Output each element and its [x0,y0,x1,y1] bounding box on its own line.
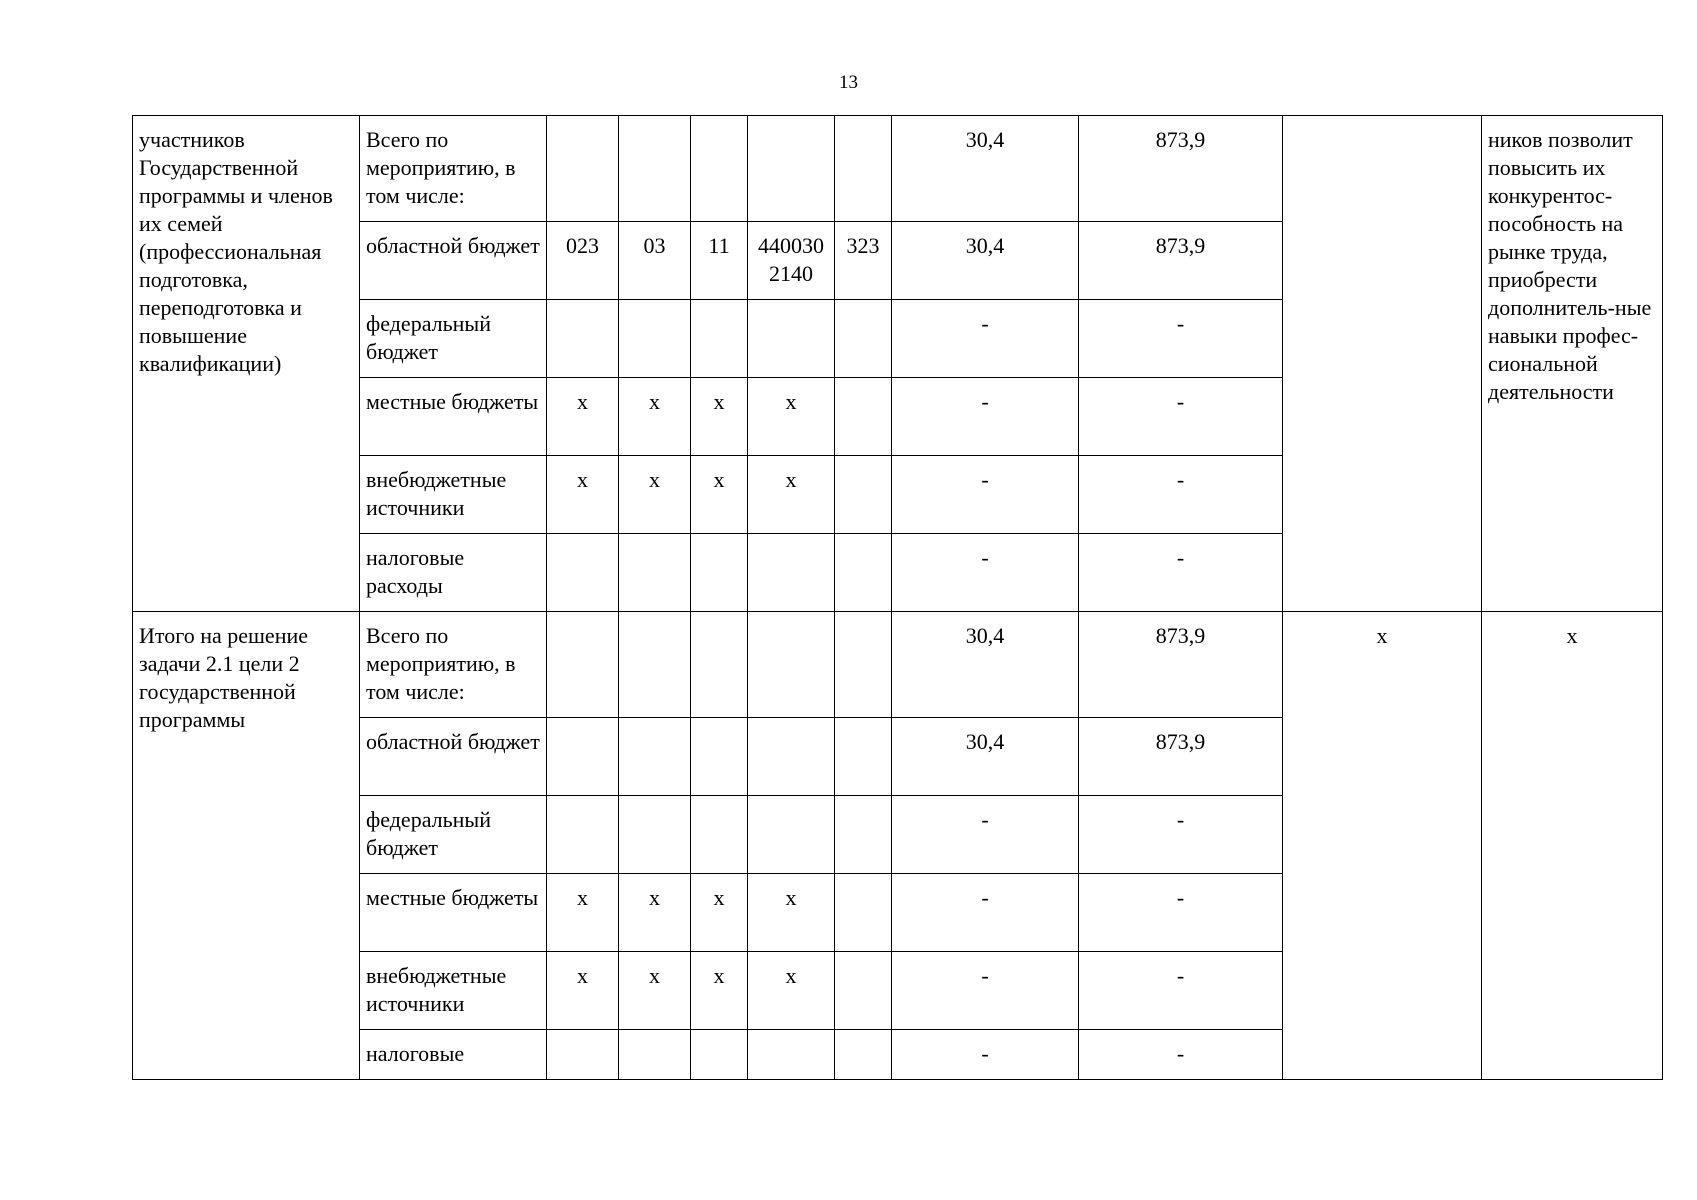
csr-cell [748,796,835,874]
value2-cell: 873,9 [1079,222,1283,300]
total-name-cell: Итого на решение задачи 2.1 цели 2 государственной программы [133,612,360,1080]
rz-cell [619,534,691,612]
vr-cell [835,534,892,612]
grbs-cell [547,300,619,378]
note-cell: х [1482,612,1663,1080]
csr-cell [748,534,835,612]
source-cell: областной бюджет [360,718,547,796]
value1-cell: 30,4 [892,116,1079,222]
grbs-cell [547,1030,619,1080]
csr-cell [748,612,835,718]
value2-cell: - [1079,874,1283,952]
page-number: 13 [839,72,858,93]
vr-cell [835,952,892,1030]
note-cell: ников позволит повысить их конкурентос-пособность на рынке труда, приобрести дополнитель-ные навыки профес-сиональной деятельности [1482,116,1663,612]
rz-cell: х [619,952,691,1030]
grbs-cell: х [547,456,619,534]
pr-cell [691,796,748,874]
value2-cell: 873,9 [1079,718,1283,796]
csr-cell: 4400302140 [748,222,835,300]
pr-cell: х [691,952,748,1030]
rz-cell: х [619,378,691,456]
value2-cell: 873,9 [1079,116,1283,222]
csr-cell: х [748,456,835,534]
source-cell: Всего по мероприятию, в том числе: [360,116,547,222]
grbs-cell [547,534,619,612]
source-cell: Всего по мероприятию, в том числе: [360,612,547,718]
value2-cell: - [1079,1030,1283,1080]
rz-cell [619,116,691,222]
pr-cell [691,534,748,612]
source-cell: местные бюджеты [360,874,547,952]
value1-cell: - [892,796,1079,874]
value1-cell: - [892,1030,1079,1080]
grbs-cell [547,796,619,874]
source-cell: областной бюджет [360,222,547,300]
grbs-cell: х [547,874,619,952]
vr-cell [835,456,892,534]
value1-cell: 30,4 [892,222,1079,300]
pr-cell: х [691,378,748,456]
grbs-cell: 023 [547,222,619,300]
value2-cell: - [1079,534,1283,612]
value1-cell: - [892,378,1079,456]
vr-cell [835,874,892,952]
vr-cell [835,1030,892,1080]
activity-name-cell: участников Государственной программы и членов их семей (профессиональная подготовка, переподготовка и повышение квалификации) [133,116,360,612]
rz-cell [619,1030,691,1080]
grbs-cell [547,718,619,796]
csr-cell [748,718,835,796]
csr-cell: х [748,378,835,456]
source-cell: местные бюджеты [360,378,547,456]
csr-cell: х [748,952,835,1030]
vr-cell [835,796,892,874]
pr-cell: х [691,874,748,952]
grbs-cell [547,116,619,222]
pr-cell [691,116,748,222]
pr-cell [691,1030,748,1080]
rz-cell [619,612,691,718]
value1-cell: - [892,534,1079,612]
source-cell: федеральный бюджет [360,300,547,378]
rz-cell [619,300,691,378]
budget-table [132,115,1663,1080]
csr-cell [748,300,835,378]
result-cell [1283,116,1482,612]
grbs-cell: х [547,952,619,1030]
source-cell: внебюджетные источники [360,456,547,534]
grbs-cell: х [547,378,619,456]
value1-cell: 30,4 [892,612,1079,718]
table-row [133,116,1663,222]
rz-cell: 03 [619,222,691,300]
csr-cell [748,1030,835,1080]
value2-cell: - [1079,952,1283,1030]
value2-cell: - [1079,300,1283,378]
source-cell: налоговые расходы [360,534,547,612]
pr-cell: х [691,456,748,534]
grbs-cell [547,612,619,718]
pr-cell: 11 [691,222,748,300]
value2-cell: - [1079,796,1283,874]
table-row [133,612,1663,718]
csr-cell [748,116,835,222]
result-cell: х [1283,612,1482,1080]
value2-cell: - [1079,378,1283,456]
rz-cell: х [619,874,691,952]
csr-cell: х [748,874,835,952]
value2-cell: 873,9 [1079,612,1283,718]
vr-cell: 323 [835,222,892,300]
source-cell: налоговые [360,1030,547,1080]
vr-cell [835,300,892,378]
value1-cell: - [892,456,1079,534]
vr-cell [835,378,892,456]
pr-cell [691,612,748,718]
rz-cell: х [619,456,691,534]
pr-cell [691,300,748,378]
pr-cell [691,718,748,796]
value1-cell: 30,4 [892,718,1079,796]
value1-cell: - [892,874,1079,952]
source-cell: внебюджетные источники [360,952,547,1030]
rz-cell [619,796,691,874]
source-cell: федеральный бюджет [360,796,547,874]
rz-cell [619,718,691,796]
value2-cell: - [1079,456,1283,534]
value1-cell: - [892,952,1079,1030]
value1-cell: - [892,300,1079,378]
vr-cell [835,612,892,718]
vr-cell [835,116,892,222]
vr-cell [835,718,892,796]
